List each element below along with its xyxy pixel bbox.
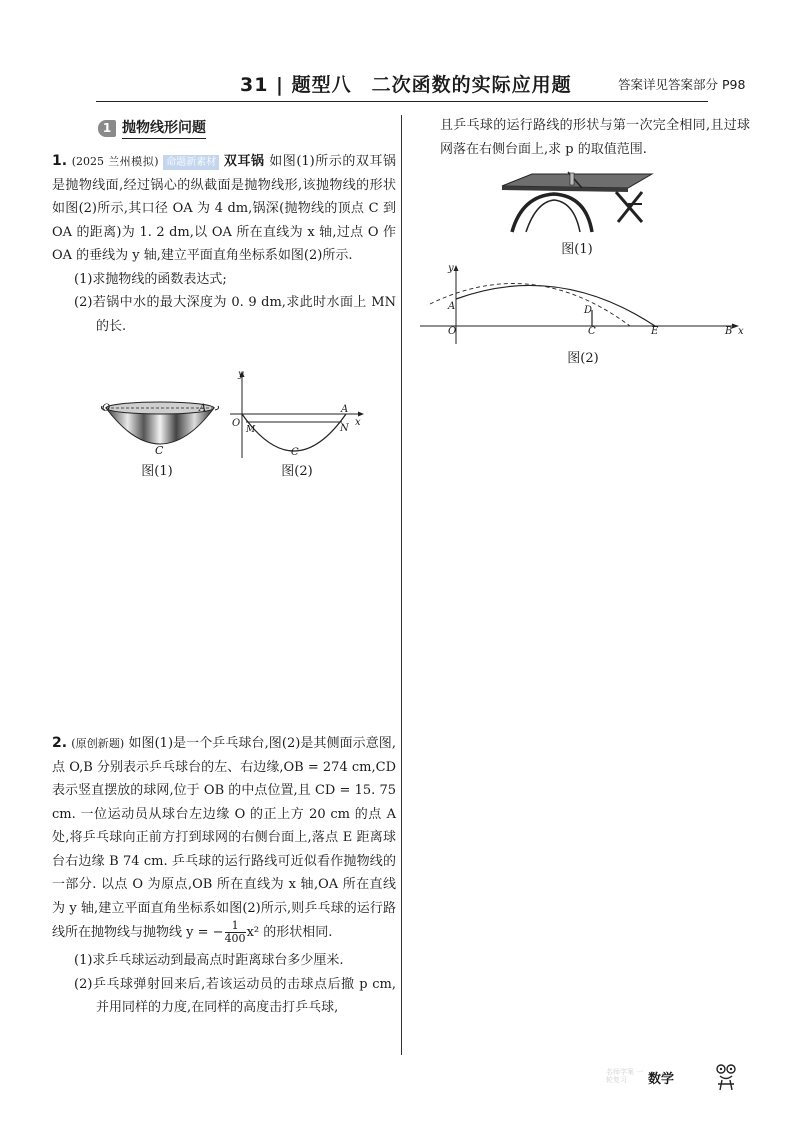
section-number: 1	[98, 120, 116, 137]
question-2-source: (原创新题)	[71, 737, 125, 750]
q1-fig2-label-m: M	[246, 425, 256, 435]
q2-fig2-label-o: O	[448, 326, 457, 337]
q2-fig2-axis-y: y	[448, 263, 454, 274]
question-2	[52, 732, 396, 1020]
equation-variable: x²	[246, 925, 260, 940]
question-2-continuation	[440, 114, 750, 161]
q1-fig2-label-c: C	[291, 447, 299, 458]
q1-fig1-label-a: A	[199, 403, 207, 414]
question-1-part-2: (2)若锅中水的最大深度为 0. 9 dm,求此时水面上 MN 的长.	[74, 295, 396, 334]
answer-reference: 答案详见答案部分 P98	[618, 77, 746, 92]
q1-fig1-label-c: C	[155, 444, 164, 457]
q1-fig2-caption: 图(2)	[281, 464, 313, 479]
q1-fig2-label-a: A	[341, 404, 349, 415]
equation-numerator: 1	[225, 920, 246, 933]
question-2-part-2: (2)乒乓球弹射回来后,若该运动员的击球点后撤 p cm,并用同样的力度,在同样的高度击打乒乓球,	[74, 976, 396, 1015]
q2-fig2-label-e: E	[651, 326, 659, 337]
header-rule	[96, 101, 708, 102]
q2-fig2-caption: 图(2)	[567, 351, 599, 366]
mascot-icon	[712, 1062, 740, 1092]
q1-fig2-label-n: N	[340, 423, 349, 434]
question-1-tag: 命题新素材	[163, 155, 219, 170]
section-title: 抛物线形问题	[122, 117, 206, 139]
q2-table-figure	[492, 166, 662, 236]
footer-subject: 数学	[648, 1072, 675, 1087]
q2-fig1-caption: 图(1)	[561, 242, 593, 257]
question-2-part-1: (1)求乒乓球运动到最高点时距离球台多少厘米.	[74, 953, 344, 968]
question-1	[52, 150, 396, 338]
question-1-source: (2025 兰州模拟)	[71, 155, 159, 168]
column-divider	[401, 115, 402, 1055]
q1-fig2-label-o: O	[232, 418, 241, 429]
q1-fig2-axis-y: y	[238, 369, 244, 380]
q2-fig2-label-b: B	[725, 326, 733, 337]
section-heading	[98, 118, 206, 138]
q2-fig2-label-d: D	[584, 305, 593, 316]
q1-fig2-axis-x: x	[355, 417, 361, 428]
q1-fig1-label-o: O	[102, 403, 111, 414]
q1-fig1-caption: 图(1)	[141, 464, 173, 479]
question-2-intro-end: 的形状相同.	[263, 925, 333, 940]
question-1-intro: 如图(1)所示的双耳锅是抛物线面,经过锅心的纵截面是抛物线形,该抛物线的形状如图(2)所示,其口径 OA 为 4 dm,锅深(抛物线的顶点 C 到 OA 的距离)为 1. 2 dm,以 OA 所在直线为 x 轴,过点 O 作 OA 的垂线为 y 轴,建立平面直角坐标系如图(2)所示.	[52, 154, 397, 263]
question-2-number: 2.	[52, 735, 68, 751]
q2-fig2-axis-x: x	[738, 326, 744, 337]
q2-trajectory-figure	[418, 262, 748, 346]
equation-prefix: y = −	[186, 925, 224, 940]
question-2-intro: 如图(1)是一个乒乓球台,图(2)是其侧面示意图,点 O,B 分别表示乒乓球台的左、右边缘,OB = 274 cm,CD 表示竖直摆放的球网,位于 OB 的中点位置,且 CD = 15. 75 cm. 一位运动员从球台左边缘 O 的正上方 20 cm 的点 A 处,将乒乓球向正前方打到球网的右侧台面上,落点 E 距离球台右边缘 B 74 cm. 乒乓球的运行路线可近似看作抛物线的一部分. 以点 O 为原点,OB 所在直线为 x 轴,OA 所在直线为 y 轴,建立平面直角坐标系如图(2)所示,则乒乓球的运行路线所在抛物线与抛物线	[52, 736, 396, 940]
footer-watermark: 名师学案 一轮复习	[606, 1068, 644, 1084]
question-2-equation	[186, 919, 263, 945]
question-1-number: 1.	[52, 153, 68, 169]
q2-fig2-label-c: C	[588, 326, 596, 337]
equation-fraction	[225, 920, 246, 945]
page-title: 31 | 题型八 二次函数的实际应用题	[240, 74, 572, 96]
question-1-keyword: 双耳锅	[223, 154, 265, 169]
question-2-part-2-cont: 且乒乓球的运行路线的形状与第一次完全相同,且过球网落在右侧台面上,求 p 的取值范围.	[440, 118, 750, 157]
q2-fig2-label-a: A	[448, 301, 456, 312]
question-1-part-1: (1)求抛物线的函数表达式;	[74, 271, 227, 287]
equation-denominator: 400	[224, 932, 246, 945]
